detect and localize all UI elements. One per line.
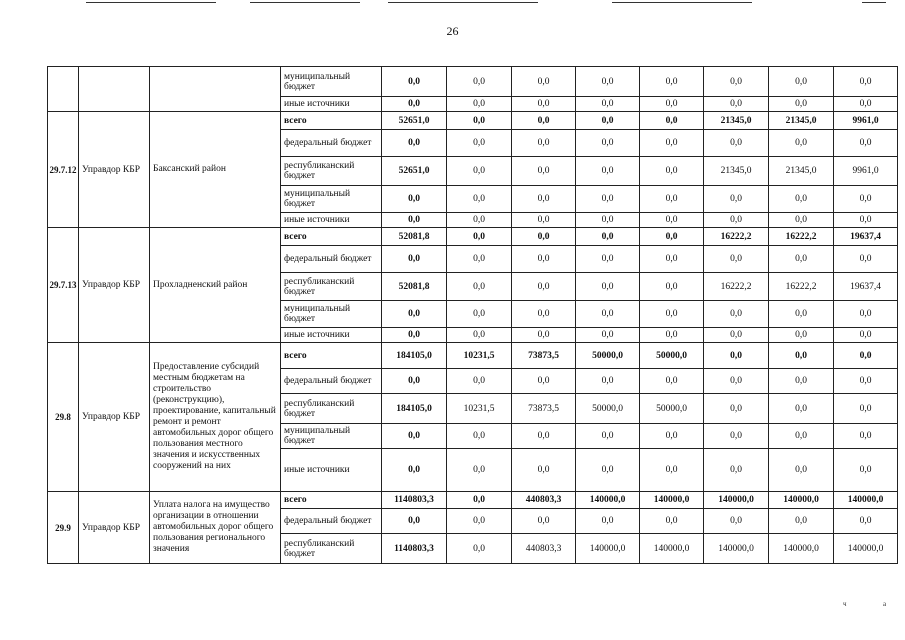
funding-source-cell: всего	[281, 228, 382, 246]
executor-cell: Управдор КБР	[79, 112, 150, 228]
value-cell: 0,0	[769, 301, 834, 328]
value-cell: 0,0	[704, 186, 769, 213]
funding-source-cell: республиканский бюджет	[281, 394, 382, 424]
funding-source-cell: муниципальный бюджет	[281, 301, 382, 328]
value-cell: 140000,0	[769, 492, 834, 509]
value-cell: 0,0	[447, 273, 512, 301]
value-cell: 0,0	[512, 273, 576, 301]
value-cell: 0,0	[512, 67, 576, 97]
value-cell: 0,0	[640, 509, 704, 534]
value-cell: 0,0	[834, 343, 898, 369]
value-cell: 0,0	[834, 424, 898, 449]
description-cell: Уплата налога на имущество организации в отношении автомобильных дорог общего пользования регионального значения	[150, 492, 281, 564]
value-cell: 0,0	[640, 424, 704, 449]
value-cell: 0,0	[512, 228, 576, 246]
value-cell: 0,0	[769, 394, 834, 424]
value-cell: 140000,0	[704, 534, 769, 564]
table-row	[48, 343, 898, 369]
value-cell: 19637,4	[834, 228, 898, 246]
budget-table	[47, 66, 898, 564]
value-cell: 0,0	[576, 157, 640, 186]
top-rule-4	[612, 2, 752, 3]
value-cell: 19637,4	[834, 273, 898, 301]
value-cell: 0,0	[704, 343, 769, 369]
value-cell: 21345,0	[769, 112, 834, 130]
value-cell: 0,0	[512, 112, 576, 130]
description-cell	[150, 67, 281, 112]
value-cell: 0,0	[447, 213, 512, 228]
value-cell: 0,0	[704, 301, 769, 328]
value-cell: 140000,0	[834, 534, 898, 564]
value-cell: 0,0	[447, 449, 512, 492]
value-cell: 140000,0	[640, 492, 704, 509]
value-cell: 0,0	[576, 273, 640, 301]
value-cell: 0,0	[576, 67, 640, 97]
value-cell: 0,0	[640, 112, 704, 130]
value-cell: 0,0	[576, 424, 640, 449]
value-cell: 0,0	[834, 328, 898, 343]
value-cell: 0,0	[640, 228, 704, 246]
value-cell: 0,0	[704, 213, 769, 228]
value-cell: 52651,0	[382, 112, 447, 130]
value-cell: 0,0	[512, 213, 576, 228]
value-cell: 10231,5	[447, 394, 512, 424]
value-cell: 0,0	[447, 369, 512, 394]
value-cell: 16222,2	[769, 228, 834, 246]
value-cell: 0,0	[576, 328, 640, 343]
value-cell: 73873,5	[512, 343, 576, 369]
value-cell: 0,0	[640, 273, 704, 301]
description-cell: Баксанский район	[150, 112, 281, 228]
value-cell: 0,0	[640, 186, 704, 213]
value-cell: 50000,0	[640, 394, 704, 424]
value-cell: 0,0	[834, 67, 898, 97]
value-cell: 0,0	[704, 394, 769, 424]
value-cell: 10231,5	[447, 343, 512, 369]
value-cell: 0,0	[576, 186, 640, 213]
value-cell: 0,0	[447, 424, 512, 449]
value-cell: 0,0	[769, 424, 834, 449]
value-cell: 0,0	[769, 369, 834, 394]
footer-mark: а	[883, 600, 887, 608]
value-cell: 0,0	[704, 67, 769, 97]
value-cell: 0,0	[382, 328, 447, 343]
table-row	[48, 67, 898, 97]
value-cell: 0,0	[769, 328, 834, 343]
funding-source-cell: всего	[281, 112, 382, 130]
value-cell: 0,0	[834, 213, 898, 228]
funding-source-cell: иные источники	[281, 449, 382, 492]
value-cell: 0,0	[447, 112, 512, 130]
value-cell: 0,0	[447, 534, 512, 564]
value-cell: 16222,2	[704, 273, 769, 301]
value-cell: 0,0	[447, 328, 512, 343]
value-cell: 0,0	[512, 424, 576, 449]
funding-source-cell: федеральный бюджет	[281, 246, 382, 273]
value-cell: 0,0	[447, 509, 512, 534]
value-cell: 0,0	[576, 213, 640, 228]
funding-source-cell: республиканский бюджет	[281, 157, 382, 186]
funding-source-cell: муниципальный бюджет	[281, 424, 382, 449]
funding-source-cell: федеральный бюджет	[281, 130, 382, 157]
value-cell: 0,0	[512, 186, 576, 213]
row-number-cell	[48, 67, 79, 112]
value-cell: 0,0	[512, 369, 576, 394]
value-cell: 0,0	[769, 449, 834, 492]
value-cell: 0,0	[576, 97, 640, 112]
executor-cell: Управдор КБР	[79, 228, 150, 343]
value-cell: 52081,8	[382, 228, 447, 246]
funding-source-cell: республиканский бюджет	[281, 534, 382, 564]
top-rule-5	[862, 2, 886, 3]
value-cell: 0,0	[640, 449, 704, 492]
value-cell: 0,0	[447, 67, 512, 97]
value-cell: 0,0	[640, 246, 704, 273]
value-cell: 0,0	[512, 246, 576, 273]
value-cell: 0,0	[447, 97, 512, 112]
value-cell: 0,0	[769, 186, 834, 213]
description-cell: Прохладненский район	[150, 228, 281, 343]
value-cell: 0,0	[382, 369, 447, 394]
value-cell: 0,0	[512, 328, 576, 343]
value-cell: 0,0	[769, 213, 834, 228]
page-number: 26	[446, 24, 459, 38]
value-cell: 0,0	[769, 67, 834, 97]
value-cell: 1140803,3	[382, 492, 447, 509]
value-cell: 0,0	[834, 449, 898, 492]
value-cell: 0,0	[576, 228, 640, 246]
value-cell: 0,0	[834, 394, 898, 424]
value-cell: 0,0	[640, 97, 704, 112]
value-cell: 140000,0	[704, 492, 769, 509]
value-cell: 0,0	[704, 97, 769, 112]
funding-source-cell: всего	[281, 343, 382, 369]
value-cell: 440803,3	[512, 492, 576, 509]
value-cell: 0,0	[769, 509, 834, 534]
funding-source-cell: муниципальный бюджет	[281, 186, 382, 213]
value-cell: 52081,8	[382, 273, 447, 301]
value-cell: 140000,0	[769, 534, 834, 564]
funding-source-cell: всего	[281, 492, 382, 509]
value-cell: 16222,2	[769, 273, 834, 301]
value-cell: 0,0	[382, 97, 447, 112]
value-cell: 140000,0	[576, 534, 640, 564]
funding-source-cell: иные источники	[281, 328, 382, 343]
value-cell: 0,0	[512, 130, 576, 157]
executor-cell	[79, 67, 150, 112]
description-cell: Предоставление субсидий местным бюджетам на строительство (реконструкцию), проектирование, капитальный ремонт и ремонт автомобильных дорог общего пользования местного значения и искусственных сооружений на них	[150, 343, 281, 492]
row-number-cell: 29.9	[48, 492, 79, 564]
footer-mark: ч	[843, 600, 847, 608]
value-cell: 0,0	[834, 509, 898, 534]
value-cell: 0,0	[512, 157, 576, 186]
value-cell: 140000,0	[834, 492, 898, 509]
value-cell: 0,0	[382, 213, 447, 228]
value-cell: 9961,0	[834, 157, 898, 186]
value-cell: 0,0	[382, 449, 447, 492]
value-cell: 0,0	[576, 509, 640, 534]
value-cell: 0,0	[576, 301, 640, 328]
funding-source-cell: муниципальный бюджет	[281, 67, 382, 97]
value-cell: 0,0	[640, 328, 704, 343]
funding-source-cell: федеральный бюджет	[281, 369, 382, 394]
funding-source-cell: федеральный бюджет	[281, 509, 382, 534]
funding-source-cell: иные источники	[281, 97, 382, 112]
row-number-cell: 29.8	[48, 343, 79, 492]
executor-cell: Управдор КБР	[79, 343, 150, 492]
funding-source-cell: иные источники	[281, 213, 382, 228]
value-cell: 440803,3	[512, 534, 576, 564]
value-cell: 50000,0	[640, 343, 704, 369]
value-cell: 0,0	[512, 97, 576, 112]
value-cell: 0,0	[576, 369, 640, 394]
value-cell: 184105,0	[382, 394, 447, 424]
value-cell: 0,0	[704, 246, 769, 273]
value-cell: 0,0	[512, 301, 576, 328]
value-cell: 21345,0	[769, 157, 834, 186]
value-cell: 0,0	[704, 130, 769, 157]
value-cell: 0,0	[834, 97, 898, 112]
value-cell: 0,0	[382, 130, 447, 157]
value-cell: 0,0	[382, 301, 447, 328]
value-cell: 0,0	[382, 509, 447, 534]
value-cell: 0,0	[704, 328, 769, 343]
value-cell: 0,0	[382, 424, 447, 449]
value-cell: 140000,0	[576, 492, 640, 509]
value-cell: 0,0	[640, 157, 704, 186]
table-row	[48, 112, 898, 130]
value-cell: 0,0	[640, 213, 704, 228]
value-cell: 0,0	[640, 301, 704, 328]
value-cell: 0,0	[382, 186, 447, 213]
value-cell: 0,0	[769, 130, 834, 157]
value-cell: 0,0	[834, 369, 898, 394]
value-cell: 73873,5	[512, 394, 576, 424]
value-cell: 21345,0	[704, 112, 769, 130]
value-cell: 0,0	[834, 186, 898, 213]
top-rule-2	[250, 2, 360, 3]
top-rule-3	[388, 2, 538, 3]
row-number-cell: 29.7.12	[48, 112, 79, 228]
value-cell: 0,0	[447, 301, 512, 328]
value-cell: 0,0	[769, 246, 834, 273]
value-cell: 0,0	[512, 509, 576, 534]
value-cell: 0,0	[640, 369, 704, 394]
top-rule-1	[86, 2, 216, 3]
value-cell: 140000,0	[640, 534, 704, 564]
value-cell: 0,0	[512, 449, 576, 492]
value-cell: 0,0	[769, 97, 834, 112]
value-cell: 0,0	[576, 112, 640, 130]
value-cell: 0,0	[769, 343, 834, 369]
value-cell: 0,0	[834, 301, 898, 328]
value-cell: 0,0	[834, 130, 898, 157]
value-cell: 0,0	[704, 369, 769, 394]
value-cell: 0,0	[704, 449, 769, 492]
value-cell: 0,0	[640, 67, 704, 97]
value-cell: 52651,0	[382, 157, 447, 186]
value-cell: 0,0	[576, 130, 640, 157]
value-cell: 50000,0	[576, 394, 640, 424]
value-cell: 0,0	[382, 67, 447, 97]
value-cell: 0,0	[640, 130, 704, 157]
value-cell: 0,0	[576, 449, 640, 492]
value-cell: 0,0	[447, 246, 512, 273]
value-cell: 0,0	[576, 246, 640, 273]
value-cell: 50000,0	[576, 343, 640, 369]
value-cell: 1140803,3	[382, 534, 447, 564]
value-cell: 9961,0	[834, 112, 898, 130]
executor-cell: Управдор КБР	[79, 492, 150, 564]
value-cell: 0,0	[447, 157, 512, 186]
value-cell: 0,0	[447, 130, 512, 157]
row-number-cell: 29.7.13	[48, 228, 79, 343]
value-cell: 0,0	[704, 424, 769, 449]
table-row	[48, 228, 898, 246]
value-cell: 184105,0	[382, 343, 447, 369]
funding-source-cell: республиканский бюджет	[281, 273, 382, 301]
table-row	[48, 492, 898, 509]
table-body	[48, 67, 898, 564]
value-cell: 0,0	[447, 186, 512, 213]
value-cell: 0,0	[382, 246, 447, 273]
value-cell: 0,0	[447, 228, 512, 246]
value-cell: 0,0	[704, 509, 769, 534]
value-cell: 0,0	[447, 492, 512, 509]
value-cell: 16222,2	[704, 228, 769, 246]
value-cell: 0,0	[834, 246, 898, 273]
value-cell: 21345,0	[704, 157, 769, 186]
